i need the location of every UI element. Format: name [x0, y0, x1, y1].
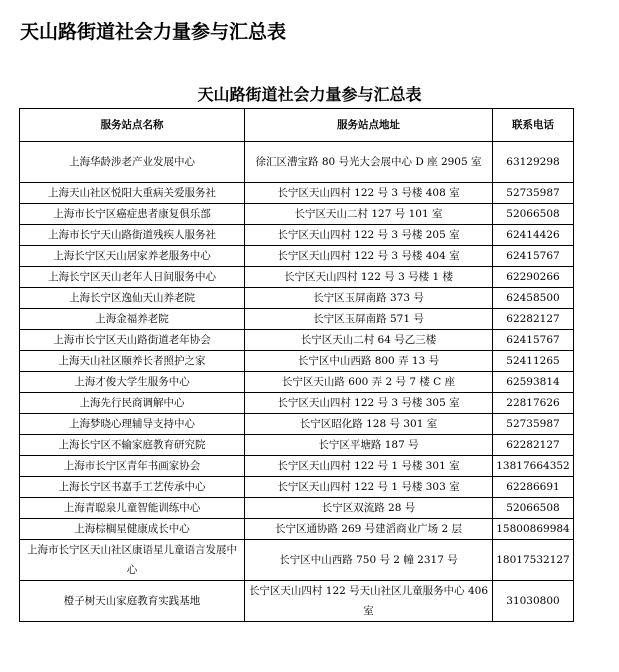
- cell-phone: 62290266: [493, 267, 574, 288]
- cell-address: 长宁区通协路 269 号建滔商业广场 2 层: [245, 519, 493, 540]
- table-body: [20, 142, 574, 622]
- table-row: [20, 456, 574, 477]
- cell-address: 长宁区天山四村 122 号 1 号楼 303 室: [245, 477, 493, 498]
- cell-name: 上海市长宁天山路街道残疾人服务社: [20, 225, 245, 246]
- table-row: [20, 330, 574, 351]
- cell-address: 长宁区天山四村 122 号 3 号楼 404 室: [245, 246, 493, 267]
- cell-address: 长宁区平塘路 187 号: [245, 435, 493, 456]
- cell-name: 上海青聪泉儿童智能训练中心: [20, 498, 245, 519]
- table-row: [20, 246, 574, 267]
- cell-name: 上海天山社区颐养长者照护之家: [20, 351, 245, 372]
- column-header-name: 服务站点名称: [20, 109, 245, 142]
- cell-phone: 62414426: [493, 225, 574, 246]
- table-row: [20, 519, 574, 540]
- table-row: [20, 204, 574, 225]
- cell-phone: 31030800: [493, 581, 574, 622]
- cell-name: 上海长宁区书嘉手工艺传承中心: [20, 477, 245, 498]
- cell-name: 上海梦晓心理辅导支持中心: [20, 414, 245, 435]
- cell-phone: 13817664352: [493, 456, 574, 477]
- cell-address: 长宁区天山四村 122 号天山社区儿童服务中心 406 室: [245, 581, 493, 622]
- cell-phone: 62415767: [493, 330, 574, 351]
- cell-address: 长宁区昭化路 128 号 301 室: [245, 414, 493, 435]
- page-heading: 天山路街道社会力量参与汇总表: [20, 21, 287, 43]
- cell-phone: 52735987: [493, 414, 574, 435]
- cell-address: 长宁区中山西路 750 号 2 幢 2317 号: [245, 540, 493, 581]
- cell-address: 长宁区天山二村 127 号 101 室: [245, 204, 493, 225]
- cell-phone: 52066508: [493, 204, 574, 225]
- cell-name: 上海长宁区天山老年人日间服务中心: [20, 267, 245, 288]
- table-row: [20, 142, 574, 183]
- summary-table: [19, 108, 574, 622]
- cell-address: 长宁区天山四村 122 号 3 号楼 1 楼: [245, 267, 493, 288]
- column-header-address: 服务站点地址: [245, 109, 493, 142]
- cell-name: 上海天山社区悦阳大重病关爱服务社: [20, 183, 245, 204]
- cell-address: 长宁区天山四村 122 号 3 号楼 205 室: [245, 225, 493, 246]
- cell-phone: 18017532127: [493, 540, 574, 581]
- cell-phone: 52735987: [493, 183, 574, 204]
- cell-phone: 62282127: [493, 435, 574, 456]
- table-row: [20, 183, 574, 204]
- table-row: [20, 267, 574, 288]
- cell-phone: 62282127: [493, 309, 574, 330]
- cell-address: 长宁区天山二村 64 号乙三楼: [245, 330, 493, 351]
- table-row: [20, 414, 574, 435]
- cell-address: 长宁区天山四村 122 号 1 号楼 301 室: [245, 456, 493, 477]
- cell-address: 长宁区中山西路 800 弄 13 号: [245, 351, 493, 372]
- cell-phone: 15800869984: [493, 519, 574, 540]
- cell-name: 上海市长宁区天山社区康语星儿童语言发展中心: [20, 540, 245, 581]
- cell-phone: 63129298: [493, 142, 574, 183]
- cell-address: 长宁区玉屏南路 373 号: [245, 288, 493, 309]
- column-header-phone: 联系电话: [493, 109, 574, 142]
- cell-name: 上海市长宁区天山路街道老年协会: [20, 330, 245, 351]
- table-row: [20, 581, 574, 622]
- cell-name: 上海先行民商调解中心: [20, 393, 245, 414]
- cell-phone: 62593814: [493, 372, 574, 393]
- cell-address: 长宁区天山四村 122 号 3 号楼 305 室: [245, 393, 493, 414]
- table-title: 天山路街道社会力量参与汇总表: [197, 85, 422, 104]
- table-row: [20, 498, 574, 519]
- cell-name: 上海长宁区逸仙天山养老院: [20, 288, 245, 309]
- cell-phone: 22817626: [493, 393, 574, 414]
- cell-phone: 52066508: [493, 498, 574, 519]
- table-row: [20, 225, 574, 246]
- cell-name: 上海长宁区不输家庭教育研究院: [20, 435, 245, 456]
- table-row: [20, 393, 574, 414]
- cell-name: 上海市长宁区青年书画家协会: [20, 456, 245, 477]
- cell-name: 橙子树天山家庭教育实践基地: [20, 581, 245, 622]
- table-row: [20, 288, 574, 309]
- cell-address: 长宁区天山四村 122 号 3 号楼 408 室: [245, 183, 493, 204]
- cell-phone: 62415767: [493, 246, 574, 267]
- table-row: [20, 435, 574, 456]
- cell-address: 徐汇区漕宝路 80 号光大会展中心 D 座 2905 室: [245, 142, 493, 183]
- table-header-row: [20, 109, 574, 142]
- cell-name: 上海金福养老院: [20, 309, 245, 330]
- table-row: [20, 372, 574, 393]
- table-row: [20, 351, 574, 372]
- table-row: [20, 309, 574, 330]
- cell-address: 长宁区双流路 28 号: [245, 498, 493, 519]
- cell-address: 长宁区天山路 600 弄 2 号 7 楼 C 座: [245, 372, 493, 393]
- cell-phone: 52411265: [493, 351, 574, 372]
- table-row: [20, 540, 574, 581]
- cell-address: 长宁区玉屏南路 571 号: [245, 309, 493, 330]
- cell-name: 上海棕榈星健康成长中心: [20, 519, 245, 540]
- cell-name: 上海市长宁区癌症患者康复俱乐部: [20, 204, 245, 225]
- cell-phone: 62458500: [493, 288, 574, 309]
- cell-name: 上海华龄涉老产业发展中心: [20, 142, 245, 183]
- table-row: [20, 477, 574, 498]
- cell-phone: 62286691: [493, 477, 574, 498]
- cell-name: 上海才俊大学生服务中心: [20, 372, 245, 393]
- cell-name: 上海长宁区天山居家养老服务中心: [20, 246, 245, 267]
